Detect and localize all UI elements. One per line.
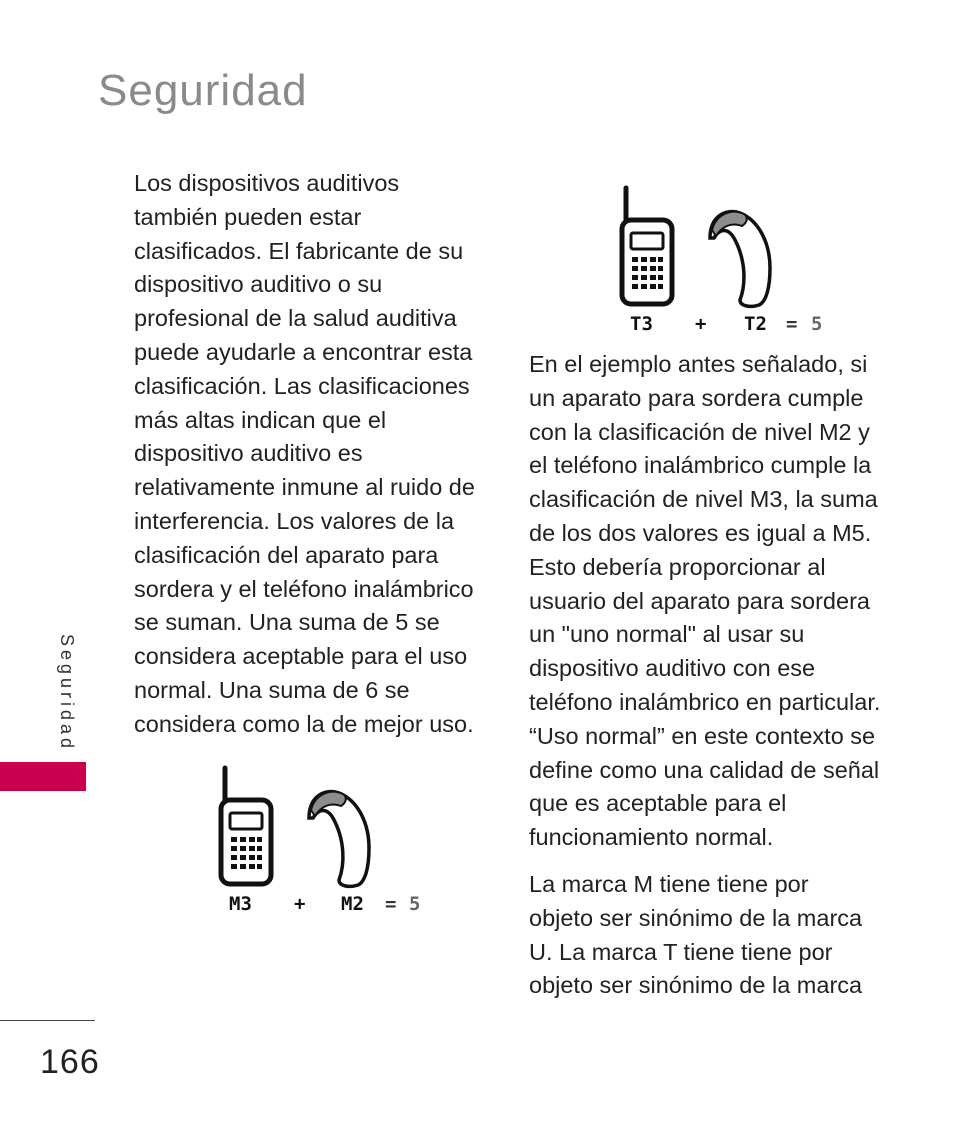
- text-line: interferencia. Los valores de la: [134, 507, 455, 534]
- text-line: clasificación de nivel M3, la suma: [529, 486, 878, 513]
- text-line: de los dos valores es igual a M5.: [529, 519, 872, 546]
- equals-sign: =: [786, 313, 798, 335]
- rating-figure-m: [213, 760, 435, 920]
- equals-sign: =: [385, 893, 397, 915]
- text-line: considera aceptable para el uso: [134, 643, 468, 670]
- aid-rating-label: T2: [744, 313, 767, 335]
- text-line: con la clasificación de nivel M2 y: [529, 418, 870, 445]
- text-line: Los dispositivos auditivos: [134, 170, 400, 196]
- text-line: también pueden estar: [134, 203, 362, 230]
- text-line: un aparato para sordera cumple: [529, 384, 864, 411]
- rating-illustration-m: [213, 760, 435, 920]
- sum-value: 5: [409, 893, 421, 915]
- text-line: En el ejemplo antes señalado, si: [529, 351, 868, 377]
- rating-illustration-t: [614, 180, 836, 340]
- left-paragraph: [134, 167, 479, 742]
- text-line: clasificación. Las clasificaciones: [134, 372, 470, 399]
- phone-rating-label: M3: [229, 893, 252, 915]
- text-line: el teléfono inalámbrico cumple la: [529, 452, 872, 479]
- text-line: más altas indican que el: [134, 406, 387, 433]
- phone-rating-label: T3: [630, 313, 653, 335]
- text-line: puede ayudarle a encontrar esta: [134, 338, 473, 365]
- text-line: se suman. Una suma de 5 se: [134, 609, 440, 636]
- text-line: sordera y el teléfono inalámbrico: [134, 575, 474, 602]
- text-line: dispositivo auditivo con ese: [529, 655, 816, 682]
- right-column-text: [529, 348, 889, 1003]
- text-line: profesional de la salud auditiva: [134, 305, 457, 332]
- text-line: dispositivo auditivo es: [134, 440, 363, 467]
- section-side-label: Seguridad: [57, 634, 77, 753]
- text-line: Esto debería proporcionar al: [529, 553, 826, 580]
- text-line: funcionamiento normal.: [529, 824, 774, 851]
- text-line: teléfono inalámbrico en particular.: [529, 688, 881, 715]
- page-title: Seguridad: [98, 66, 308, 115]
- left-column-text: [134, 167, 479, 742]
- text-line: relativamente inmune al ruido de: [134, 474, 475, 501]
- text-line: clasificados. El fabricante de su: [134, 237, 464, 264]
- hearing-aid-icon: [309, 792, 369, 887]
- rating-figure-t: [614, 180, 836, 340]
- text-line: usuario del aparato para sordera: [529, 587, 870, 614]
- text-line: que es aceptable para el: [529, 790, 787, 817]
- right-paragraph-2: [529, 868, 889, 1003]
- right-paragraph-1: [529, 348, 889, 855]
- sum-value: 5: [811, 313, 823, 335]
- section-tab-marker: [0, 762, 86, 791]
- cell-phone-icon: [221, 768, 271, 884]
- text-line: La marca M tiene tiene por: [529, 870, 809, 897]
- page-number: 166: [40, 1043, 100, 1081]
- text-line: “Uso normal” en este contexto se: [529, 722, 876, 749]
- hearing-aid-icon: [710, 212, 770, 307]
- text-line: considera como la de mejor uso.: [134, 710, 474, 737]
- text-line: clasificación del aparato para: [134, 541, 439, 568]
- plus-sign: +: [695, 313, 707, 335]
- text-line: define como una calidad de señal: [529, 756, 880, 783]
- text-line: un "uno normal" al usar su: [529, 621, 805, 648]
- text-line: objeto ser sinónimo de la marca: [529, 904, 863, 931]
- text-line: U. La marca T tiene tiene por: [529, 938, 833, 965]
- plus-sign: +: [294, 893, 306, 915]
- text-line: normal. Una suma de 6 se: [134, 676, 410, 703]
- aid-rating-label: M2: [341, 893, 364, 915]
- text-line: objeto ser sinónimo de la marca: [529, 972, 863, 999]
- cell-phone-icon: [622, 188, 672, 304]
- text-line: dispositivo auditivo o su: [134, 271, 383, 298]
- footer-divider: [0, 1020, 95, 1021]
